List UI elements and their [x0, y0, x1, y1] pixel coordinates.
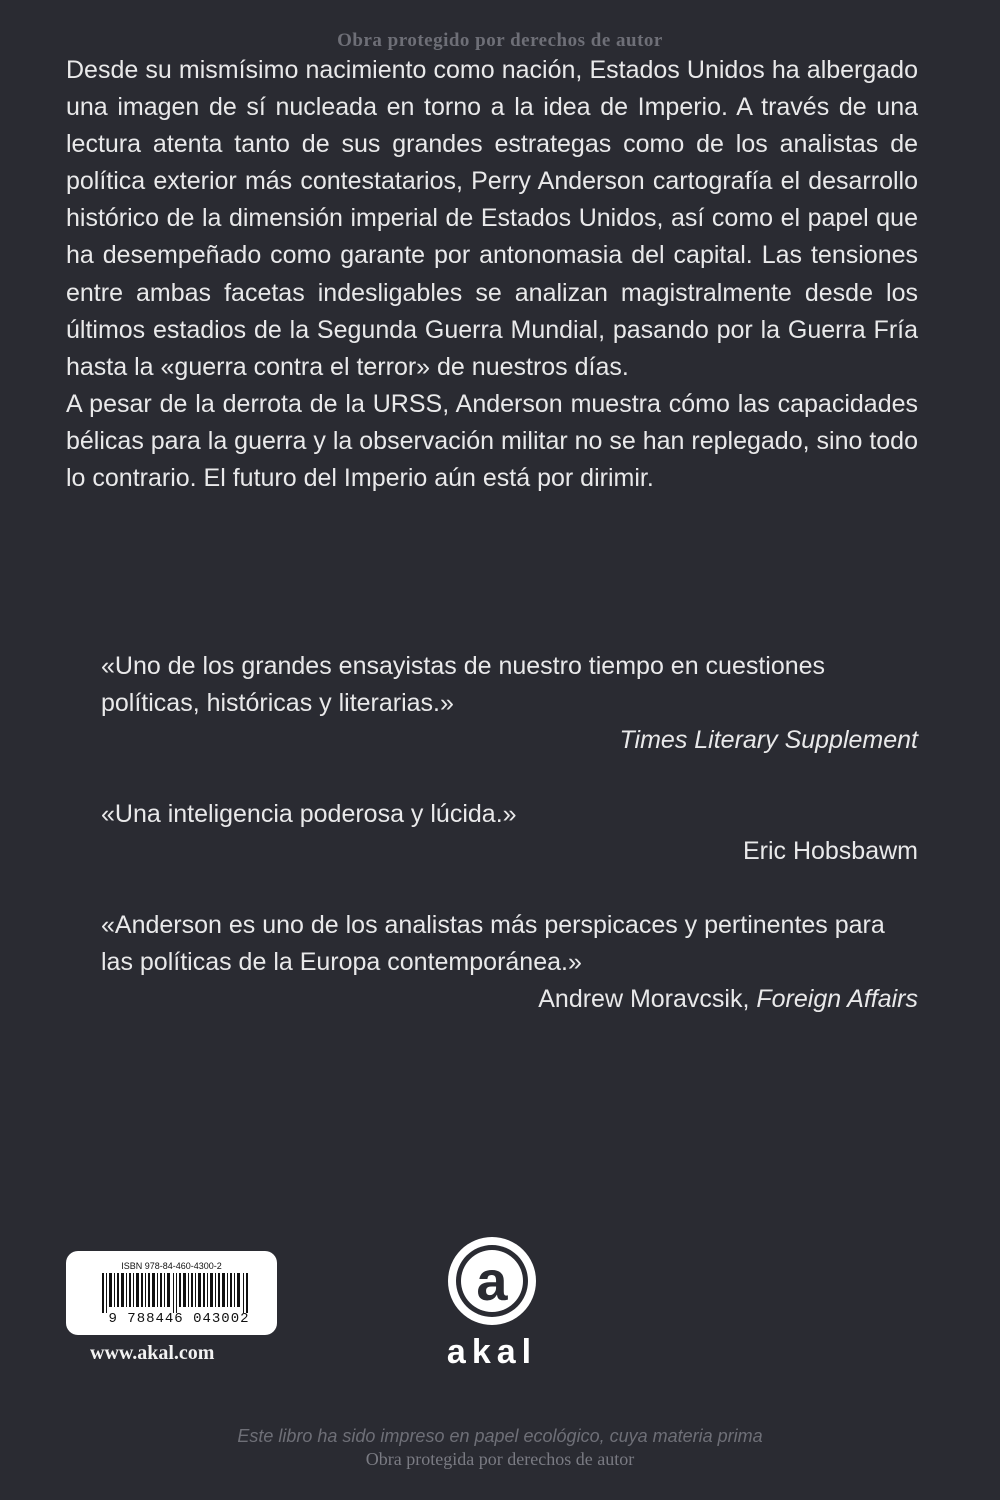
back-cover-blurb	[66, 52, 918, 497]
publisher-website: www.akal.com	[90, 1342, 215, 1364]
akal-logo-icon	[434, 1233, 550, 1368]
barcode-digits: 9 788446 043002	[108, 1311, 250, 1327]
quote-source-plain: Andrew Moravcsik,	[538, 985, 757, 1013]
quote-times-literary-supplement	[101, 648, 918, 759]
quote-source-plain: Eric Hobsbawm	[742, 837, 918, 865]
quote-source	[101, 722, 918, 759]
quote-text: «Una inteligencia poderosa y lúcida.»	[101, 800, 517, 828]
quote-text: «Uno de los grandes ensayistas de nuestro tiempo en cuestiones políticas, históricas y literarias.»	[101, 652, 826, 717]
quote-eric-hobsbawm	[101, 796, 918, 870]
quote-text: «Anderson es uno de los analistas más perspicaces y pertinentes para las políticas de la Europa contemporánea.»	[101, 911, 885, 976]
barcode-bars-icon	[102, 1273, 252, 1313]
footer-note: Este libro ha sido impreso en papel ecológico, cuya materia prima	[237, 1426, 763, 1446]
blurb-paragraph-2: A pesar de la derrota de la URSS, Anderson muestra cómo las capacidades bélicas para la guerra y la observación militar no se han replegado, sino todo lo contrario. El futuro del Imperio aún está por dirimir.	[66, 389, 918, 493]
quote-source-italic: Times Literary Supplement	[619, 726, 918, 754]
quote-andrew-moravcsik	[101, 907, 918, 1018]
logo-glyph: a	[476, 1249, 508, 1312]
isbn-label: ISBN 978-84-460-4300-2	[121, 1261, 222, 1271]
logo-wordmark: akal	[446, 1333, 538, 1368]
quote-source-italic: Foreign Affairs	[756, 985, 918, 1013]
blurb-paragraph-1: Desde su mismísimo nacimiento como nación, Estados Unidos ha albergado una imagen de sí nucleada en torno a la idea de Imperio. A través de una lectura atenta tanto de sus grandes estrategas como de los analistas de política exterior más contestatarios, Perry Anderson cartografía el desarrollo histórico de la dimensión imperial de Estados Unidos, así como el papel que ha desempeñado como garante por antonomasia del capital. Las tensiones entre ambas facetas indesligables se analizan magistralmente desde los últimos estadios de la Segunda Guerra Mundial, pasando por la Guerra Fría hasta la «guerra contra el terror» de nuestros días.	[66, 56, 918, 381]
quote-source	[101, 833, 918, 870]
isbn-barcode	[66, 1251, 277, 1335]
watermark: Obra protegido por derechos de autor	[337, 30, 663, 51]
footer-watermark: Obra protegida por derechos de autor	[365, 1449, 635, 1469]
quote-source	[101, 981, 918, 1018]
